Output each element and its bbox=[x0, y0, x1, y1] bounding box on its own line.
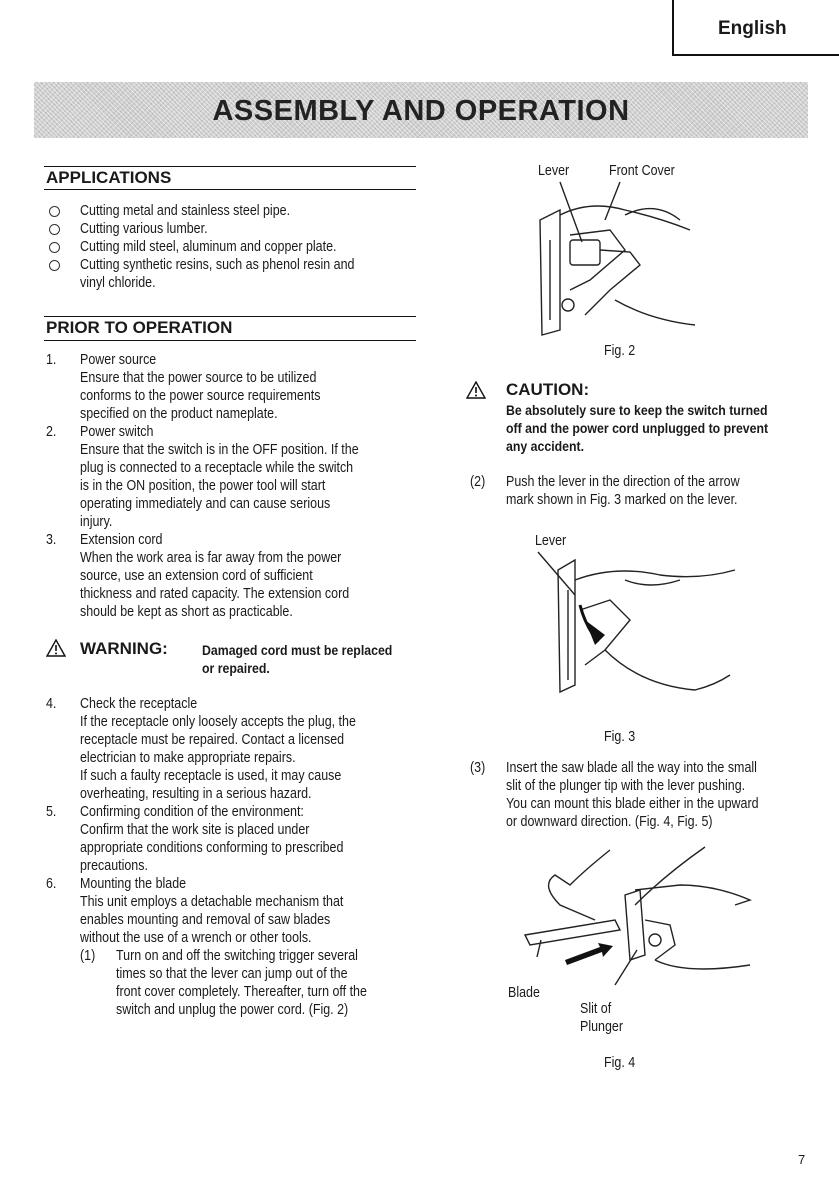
item-number: 5. bbox=[46, 804, 57, 820]
item-text: should be kept as short as practicable. bbox=[80, 604, 293, 620]
item-text: precautions. bbox=[80, 858, 148, 874]
item-text: electrician to make appropriate repairs. bbox=[80, 750, 296, 766]
item-text: plug is connected to a receptacle while the switch bbox=[80, 460, 354, 476]
step-text: Insert the saw blade all the way into the small bbox=[506, 760, 757, 776]
caution-text: any accident. bbox=[506, 438, 585, 454]
step-text: Push the lever in the direction of the arrow bbox=[506, 474, 740, 490]
item-text: without the use of a wrench or other tools. bbox=[80, 930, 312, 946]
step-number: (1) bbox=[80, 948, 96, 964]
item-title: Power switch bbox=[80, 424, 154, 440]
section-banner bbox=[34, 82, 808, 138]
item-text: overheating, resulting in a serious hazard. bbox=[80, 786, 312, 802]
caution-text: off and the power cord unplugged to prevent bbox=[506, 420, 769, 436]
bullet-circle-icon bbox=[49, 206, 60, 217]
fig2-illustration bbox=[530, 180, 700, 340]
step-text: switch and unplug the power cord. (Fig. 2) bbox=[116, 1002, 349, 1018]
item-title: Power source bbox=[80, 352, 157, 368]
warning-text: or repaired. bbox=[202, 660, 270, 676]
caution-text: Be absolutely sure to keep the switch turned bbox=[506, 402, 768, 418]
fig2-label-front-cover: Front Cover bbox=[609, 163, 675, 179]
bullet-circle-icon bbox=[49, 242, 60, 253]
divider bbox=[44, 316, 416, 317]
step-text: or downward direction. (Fig. 4, Fig. 5) bbox=[506, 814, 713, 830]
item-text: specified on the product nameplate. bbox=[80, 406, 278, 422]
item-text: conforms to the power source requirements bbox=[80, 388, 321, 404]
fig3-illustration bbox=[530, 550, 740, 710]
step-number: (3) bbox=[470, 760, 486, 776]
fig2-label-lever: Lever bbox=[538, 163, 570, 179]
item-text: injury. bbox=[80, 514, 113, 530]
item-number: 2. bbox=[46, 424, 57, 440]
warning-text: Damaged cord must be replaced bbox=[202, 642, 393, 658]
application-item-cont: vinyl chloride. bbox=[80, 275, 156, 291]
item-title: Confirming condition of the environment: bbox=[80, 804, 304, 820]
step-text: times so that the lever can jump out of the bbox=[116, 966, 348, 982]
item-text: source, use an extension cord of sufficient bbox=[80, 568, 313, 584]
item-text: If such a faulty receptacle is used, it may cause bbox=[80, 768, 342, 784]
step-text: You can mount this blade either in the upward bbox=[506, 796, 759, 812]
fig3-label-lever: Lever bbox=[535, 533, 567, 549]
item-text: Ensure that the switch is in the OFF position. If the bbox=[80, 442, 359, 458]
prior-heading: PRIOR TO OPERATION bbox=[46, 318, 233, 337]
item-text: enables mounting and removal of saw blades bbox=[80, 912, 331, 928]
item-text: Confirm that the work site is placed under bbox=[80, 822, 310, 838]
step-text: Turn on and off the switching trigger several bbox=[116, 948, 358, 964]
page-number: 7 bbox=[798, 1152, 806, 1167]
item-text: This unit employs a detachable mechanism that bbox=[80, 894, 344, 910]
divider bbox=[44, 340, 416, 341]
item-text: receptacle must be repaired. Contact a licensed bbox=[80, 732, 345, 748]
caution-label: CAUTION: bbox=[506, 380, 590, 399]
item-text: operating immediately and can cause serious bbox=[80, 496, 331, 512]
step-number: (2) bbox=[470, 474, 486, 490]
item-title: Check the receptacle bbox=[80, 696, 198, 712]
fig4-label-plunger: Plunger bbox=[580, 1019, 623, 1035]
item-title: Extension cord bbox=[80, 532, 163, 548]
fig4-label-blade: Blade bbox=[508, 985, 540, 1001]
banner-title: ASSEMBLY AND OPERATION bbox=[212, 95, 630, 127]
fig4-caption: Fig. 4 bbox=[604, 1055, 636, 1071]
fig4-illustration bbox=[505, 845, 755, 995]
item-text: is in the ON position, the power tool will start bbox=[80, 478, 326, 494]
item-text: If the receptacle only loosely accepts the plug, the bbox=[80, 714, 356, 730]
step-text: mark shown in Fig. 3 marked on the lever. bbox=[506, 492, 738, 508]
fig4-label-slit: Slit of bbox=[580, 1001, 612, 1017]
fig3-caption: Fig. 3 bbox=[604, 729, 636, 745]
bullet-circle-icon bbox=[49, 260, 60, 271]
fig2-caption: Fig. 2 bbox=[604, 343, 636, 359]
application-item: Cutting synthetic resins, such as phenol resin and bbox=[80, 257, 355, 273]
step-text: slit of the plunger tip with the lever pushing. bbox=[506, 778, 746, 794]
item-number: 3. bbox=[46, 532, 57, 548]
application-item: Cutting mild steel, aluminum and copper plate. bbox=[80, 239, 337, 255]
item-number: 4. bbox=[46, 696, 57, 712]
language-tab bbox=[672, 0, 839, 56]
warning-triangle-icon bbox=[46, 639, 66, 657]
step-text: front cover completely. Thereafter, turn off the bbox=[116, 984, 367, 1000]
item-number: 6. bbox=[46, 876, 57, 892]
language-label: English bbox=[718, 18, 787, 39]
item-text: When the work area is far away from the power bbox=[80, 550, 342, 566]
divider bbox=[44, 189, 416, 190]
item-title: Mounting the blade bbox=[80, 876, 187, 892]
applications-heading: APPLICATIONS bbox=[46, 168, 172, 187]
item-number: 1. bbox=[46, 352, 57, 368]
caution-triangle-icon bbox=[466, 381, 486, 399]
divider bbox=[44, 166, 416, 167]
warning-label: WARNING: bbox=[80, 639, 168, 658]
application-item: Cutting various lumber. bbox=[80, 221, 208, 237]
application-item: Cutting metal and stainless steel pipe. bbox=[80, 203, 291, 219]
bullet-circle-icon bbox=[49, 224, 60, 235]
item-text: Ensure that the power source to be utilized bbox=[80, 370, 317, 386]
item-text: appropriate conditions conforming to prescribed bbox=[80, 840, 344, 856]
item-text: thickness and rated capacity. The extension cord bbox=[80, 586, 350, 602]
